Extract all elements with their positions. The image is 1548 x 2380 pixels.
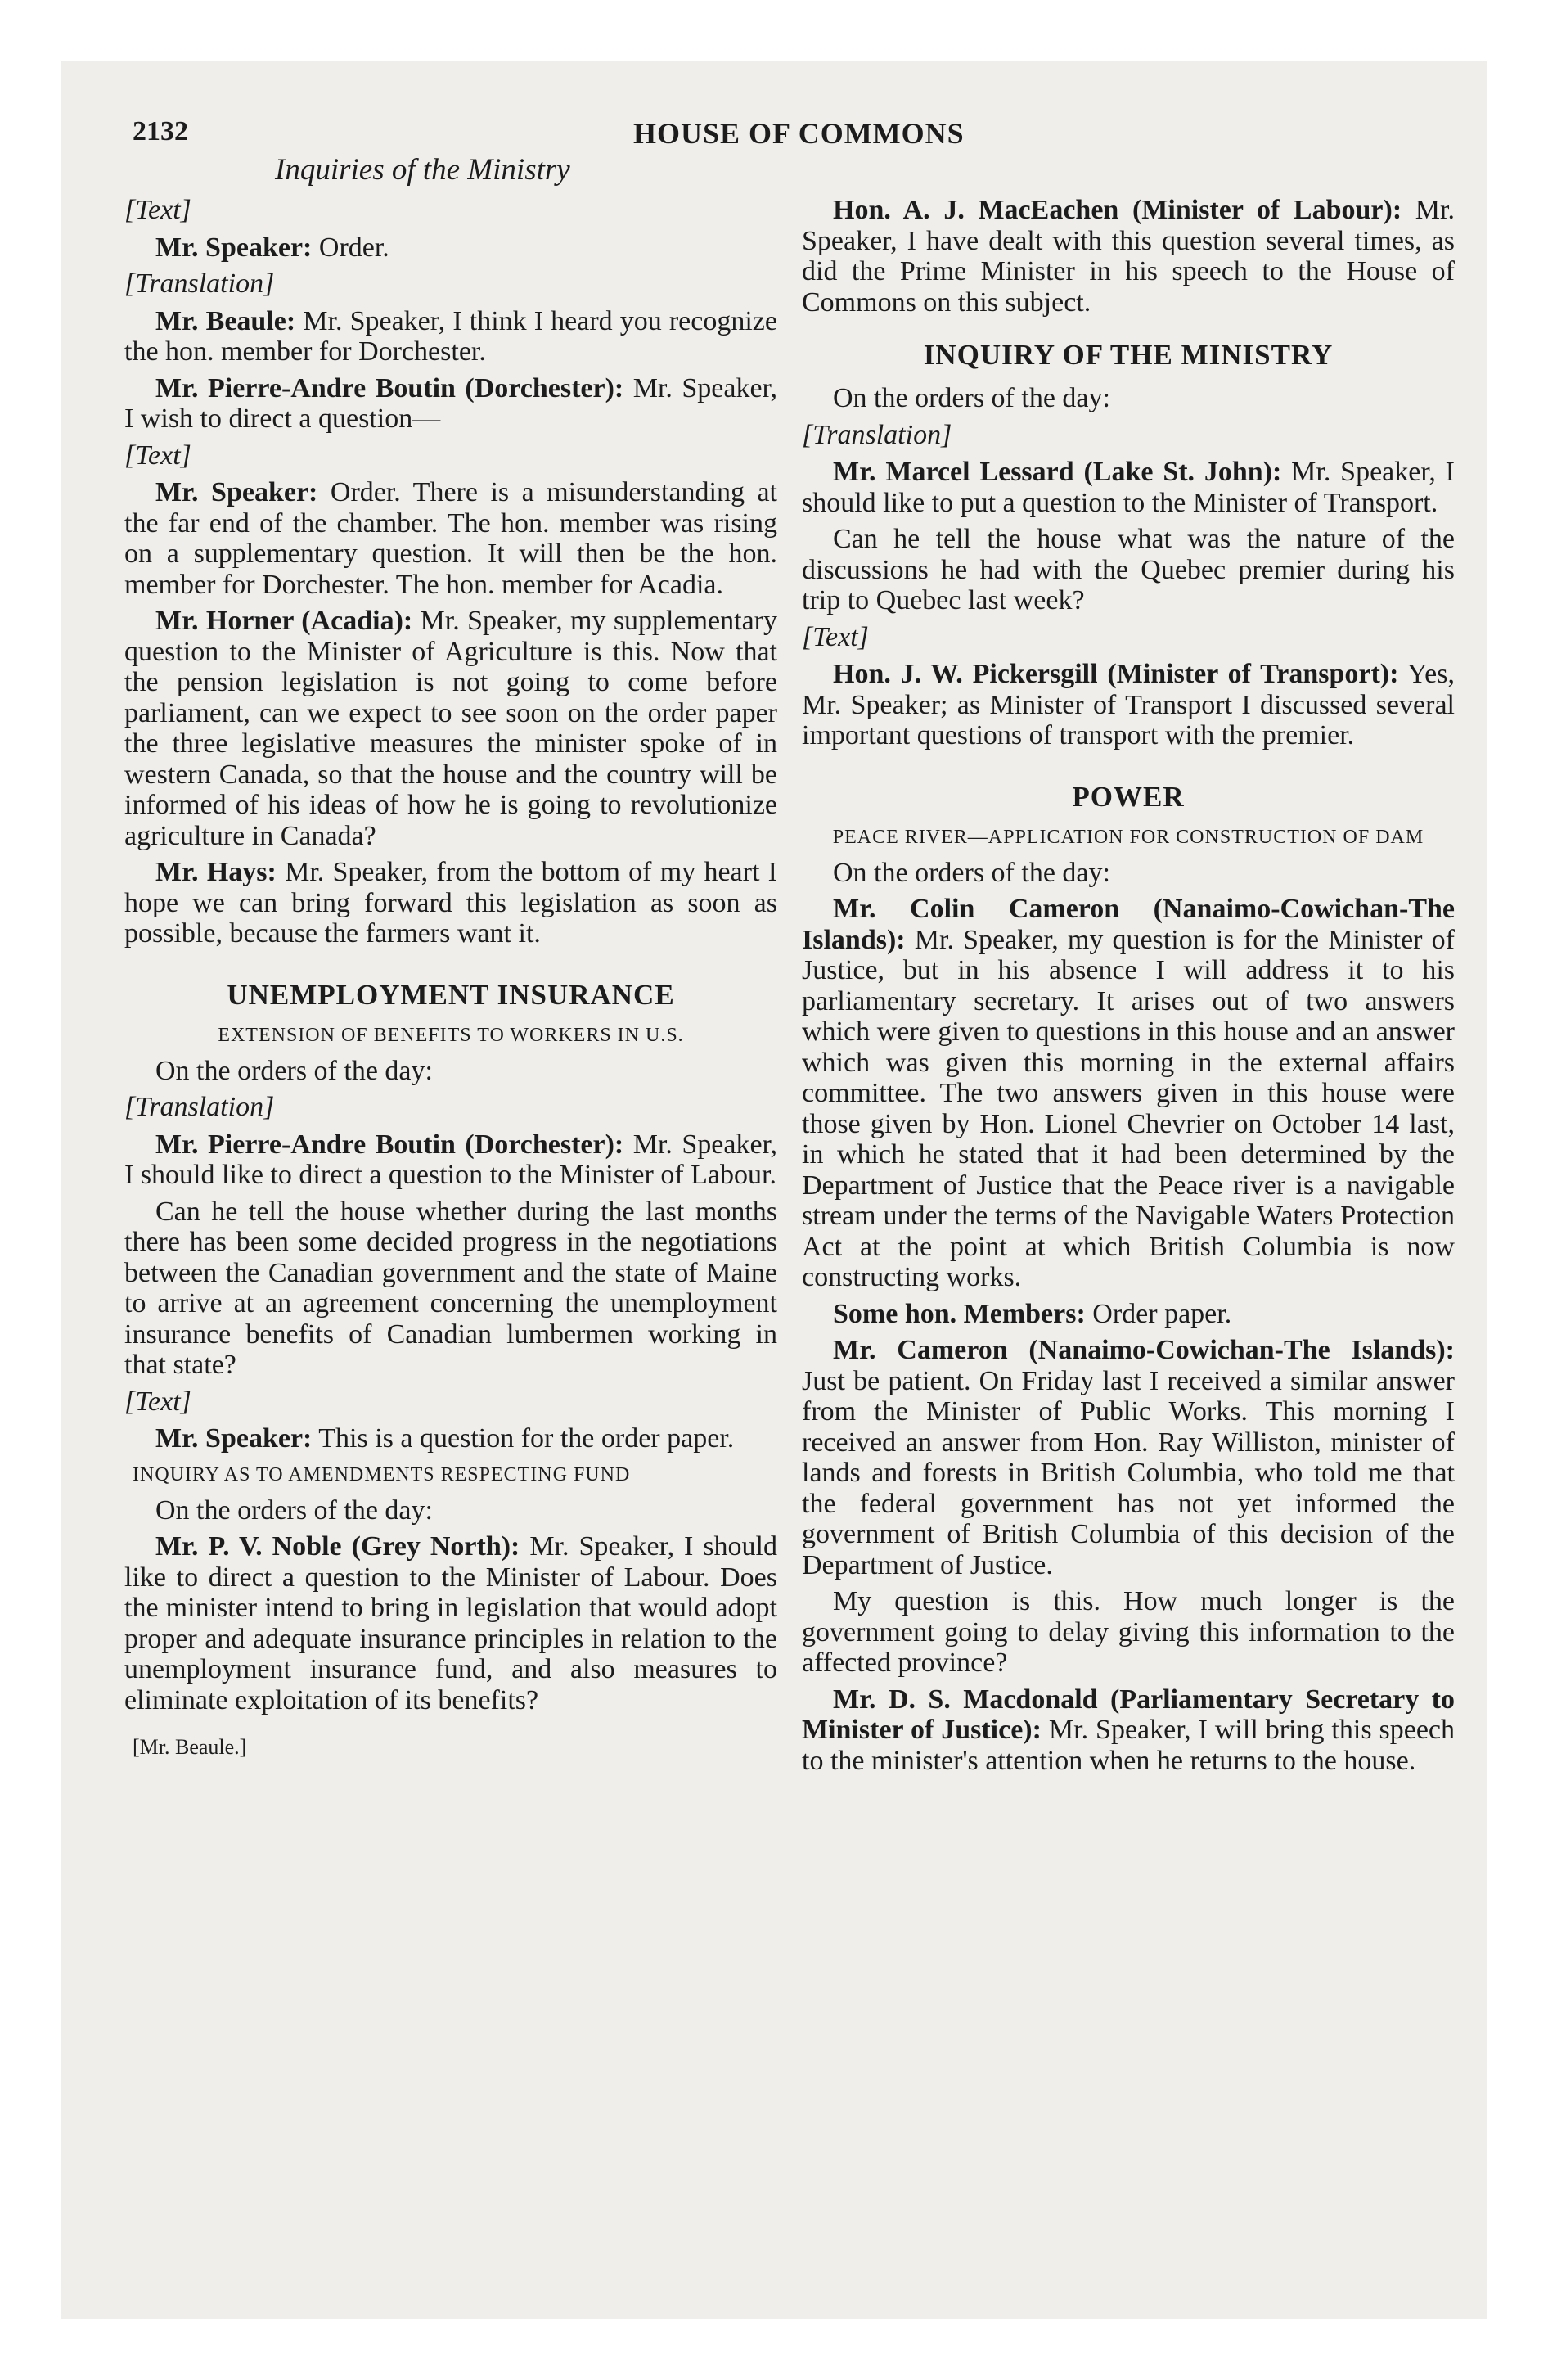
speech-text: Mr. Speaker, I will bring this speech to the minister's attention when he returns to the house. (802, 1715, 1455, 1776)
speech-paragraph (802, 457, 1455, 518)
paragraph: On the orders of the day: (155, 1055, 433, 1086)
continuation-note: [Mr. Beaule.] (133, 1735, 247, 1759)
speech-paragraph (802, 1335, 1455, 1580)
speech-text: Mr. Speaker, my supplementary question to the Minister of Agriculture is this. Now that the pension legislation is not going to come before parliament, can we expect to see soon on the order paper the three legislative measures the minister spoke of in western Canada, so that the house and the country will be informed of his ideas of how he is going to revolutionize agriculture in Canada? (124, 606, 777, 851)
speech-text: Order. There is a misunderstanding at the far end of the chamber. The hon. member was rising on a supplementary question. It will then be the hon. member for Dorchester. The hon. member for Acadia. (124, 477, 777, 600)
speaker-name: Mr. Speaker: (155, 477, 318, 507)
speech-paragraph (124, 1531, 777, 1715)
speech-paragraph (802, 195, 1455, 318)
speaker-name: Some hon. Members: (833, 1298, 1086, 1329)
proceedings-tag: [Text] (124, 1386, 191, 1417)
section-subhead: Inquiries of the Ministry (275, 153, 570, 187)
speaker-name: Mr. Pierre-Andre Boutin (Dorchester): (155, 1129, 624, 1160)
speech-text: Mr. Speaker, I should like to direct a question to the Minister of Labour. (124, 1129, 778, 1190)
speaker-name: Mr. Speaker: (155, 232, 313, 263)
right-column (802, 195, 1455, 1782)
speech-paragraph (124, 857, 777, 949)
proceedings-tag: [Text] (124, 195, 191, 225)
speech-text: Yes, Mr. Speaker; as Minister of Transport I discussed several important questions of transport with the premier. (802, 659, 1455, 751)
speaker-name: Mr. Speaker: (155, 1423, 313, 1454)
proceedings-tag: [Translation] (124, 1092, 275, 1122)
speech-text: Mr. Speaker, I think I heard you recognize the hon. member for Dorchester. (124, 305, 777, 367)
speaker-name: Mr. Colin Cameron (Nanaimo-Cowichan-The Islands): (802, 894, 1455, 955)
speech-paragraph (124, 1129, 777, 1191)
speech-text: Order paper. (1085, 1298, 1232, 1329)
speaker-name: Mr. Marcel Lessard (Lake St. John): (833, 457, 1282, 487)
speaker-name: Mr. Cameron (Nanaimo-Cowichan-The Islands): (833, 1335, 1455, 1365)
sub-heading: INQUIRY AS TO AMENDMENTS RESPECTING FUND (133, 1463, 631, 1485)
speech-paragraph (802, 1299, 1455, 1330)
speech-text: Mr. Speaker, from the bottom of my heart I hope we can bring forward this legislation as soon as possible, because the farmers want it. (124, 857, 778, 949)
speech-text: Mr. Speaker, I wish to direct a question— (124, 372, 778, 434)
proceedings-tag: [Text] (802, 621, 869, 652)
section-heading: INQUIRY OF THE MINISTRY (923, 339, 1334, 371)
speaker-name: Mr. Pierre-Andre Boutin (Dorchester): (155, 372, 624, 403)
speaker-name: Hon. A. J. MacEachen (Minister of Labour): (833, 195, 1402, 225)
speech-paragraph (124, 606, 777, 851)
speech-paragraph (124, 1423, 777, 1454)
sub-heading: PEACE RIVER—APPLICATION FOR CONSTRUCTION OF DAM (832, 826, 1424, 848)
paragraph: On the orders of the day: (833, 383, 1110, 413)
speaker-name: Mr. Beaule: (155, 305, 296, 336)
speaker-name: Hon. J. W. Pickersgill (Minister of Transport): (833, 659, 1399, 689)
running-head: HOUSE OF COMMONS (633, 117, 965, 150)
section-heading: UNEMPLOYMENT INSURANCE (227, 978, 675, 1011)
speech-text: Mr. Speaker, my question is for the Minister of Justice, but in his absence I will address it to his parliamentary secretary. It arises out of two answers which were given to questions in this house and an answer which was given this morning in the external affairs committee. The two answers given in this house were those given by Hon. Lionel Chevrier on October 14 last, in which he stated that it had been determined by the Department of Justice that the Peace river is a navigable stream under the terms of the Navigable Waters Protection Act at the point at which British Columbia is now constructing works. (802, 924, 1455, 1292)
left-column (124, 195, 777, 1763)
speech-paragraph (124, 373, 777, 435)
sub-heading: EXTENSION OF BENEFITS TO WORKERS IN U.S. (218, 1024, 684, 1046)
paragraph: On the orders of the day: (833, 857, 1110, 888)
speaker-name: Mr. D. S. Macdonald (Parliamentary Secretary to Minister of Justice): (802, 1684, 1455, 1745)
section-heading: POWER (1072, 780, 1185, 813)
speaker-name: Mr. Horner (Acadia): (155, 606, 413, 636)
speech-text: This is a question for the order paper. (312, 1423, 735, 1454)
speech-paragraph (802, 659, 1455, 751)
speech-paragraph (124, 232, 777, 264)
speech-text: Mr. Speaker, I should like to direct a question to the Minister of Labour. Does the minister intend to bring in legislation that would adopt proper and adequate insurance principles in relation to the unemployment insurance fund, and also measures to eliminate exploitation of its benefits? (124, 1531, 777, 1715)
speaker-name: Mr. P. V. Noble (Grey North): (155, 1531, 520, 1562)
paragraph: Can he tell the house whether during the last months there has been some decided progress in the negotiations between the Canadian government and the state of Maine to arrive at an agreement concerning the unemployment insurance benefits of Canadian lumbermen working in that state? (124, 1196, 777, 1380)
paragraph: My question is this. How much longer is the government going to delay giving this information to the affected province? (802, 1586, 1455, 1678)
paragraph: On the orders of the day: (155, 1494, 433, 1526)
speaker-name: Mr. Hays: (155, 857, 277, 887)
speech-paragraph (124, 477, 777, 600)
speech-paragraph (124, 306, 777, 367)
proceedings-tag: [Translation] (124, 268, 275, 299)
speech-paragraph (802, 894, 1455, 1293)
speech-text: Mr. Speaker, I have dealt with this question several times, as did the Prime Minister in his speech to the House of Commons on this subject. (802, 195, 1455, 318)
paragraph: Can he tell the house what was the nature of the discussions he had with the Quebec premier during his trip to Quebec last week? (802, 524, 1455, 615)
proceedings-tag: [Translation] (802, 419, 952, 450)
page-number: 2132 (133, 116, 188, 146)
speech-text: Mr. Speaker, I should like to put a question to the Minister of Transport. (802, 457, 1455, 518)
speech-text: Just be patient. On Friday last I received a similar answer from the Minister of Public Works. This morning I received an answer from Hon. Ray Williston, minister of lands and forests in British Columbia, who told me that the federal government has not yet informed the government of British Columbia of this decision of the Department of Justice. (802, 1365, 1455, 1580)
proceedings-tag: [Text] (124, 439, 191, 471)
speech-paragraph (802, 1684, 1455, 1777)
speech-text: Order. (312, 232, 389, 263)
